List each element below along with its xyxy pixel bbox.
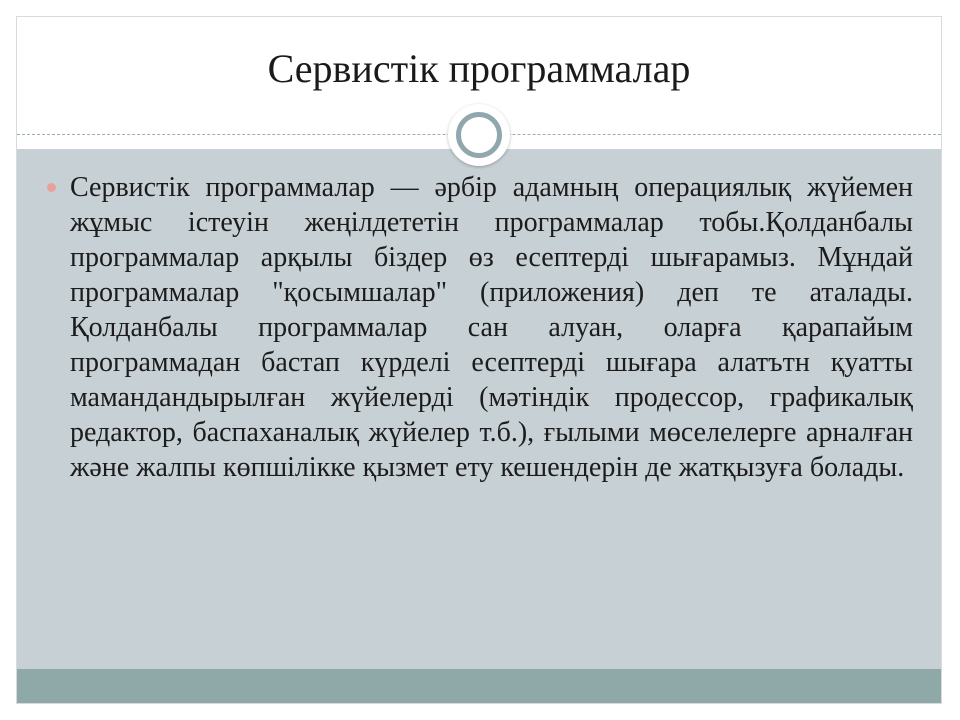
- ring-inner: [456, 112, 502, 158]
- bottom-bar: [17, 669, 941, 704]
- slide-title: Сервистік программалар: [267, 46, 691, 91]
- bullet-item: [54, 170, 913, 485]
- ring-ornament-icon: [448, 104, 510, 166]
- bullet-text: Сервистік программалар — әрбір адамның операциялық жүйемен жұмыс істеуін жеңілдететін программалар тобы.Қолданбалы программалар арқылы біздер өз есептерді шығарамыз. Мұндай программалар "қосымшалар" (приложения) деп те аталады. Қолданбалы программалар сан алуан, оларға қарапайым программадан бастап күрделі есептерді шығара алатътн қуатты мамандандырылған жүйелерді (мәтіндік продессор, графикалық редактор, баспаханалық жүйелер т.б.), ғылыми мөселелерге арналған және жалпы көпшілікке қызмет ету кешендерін де жатқызуға болады.: [70, 172, 913, 483]
